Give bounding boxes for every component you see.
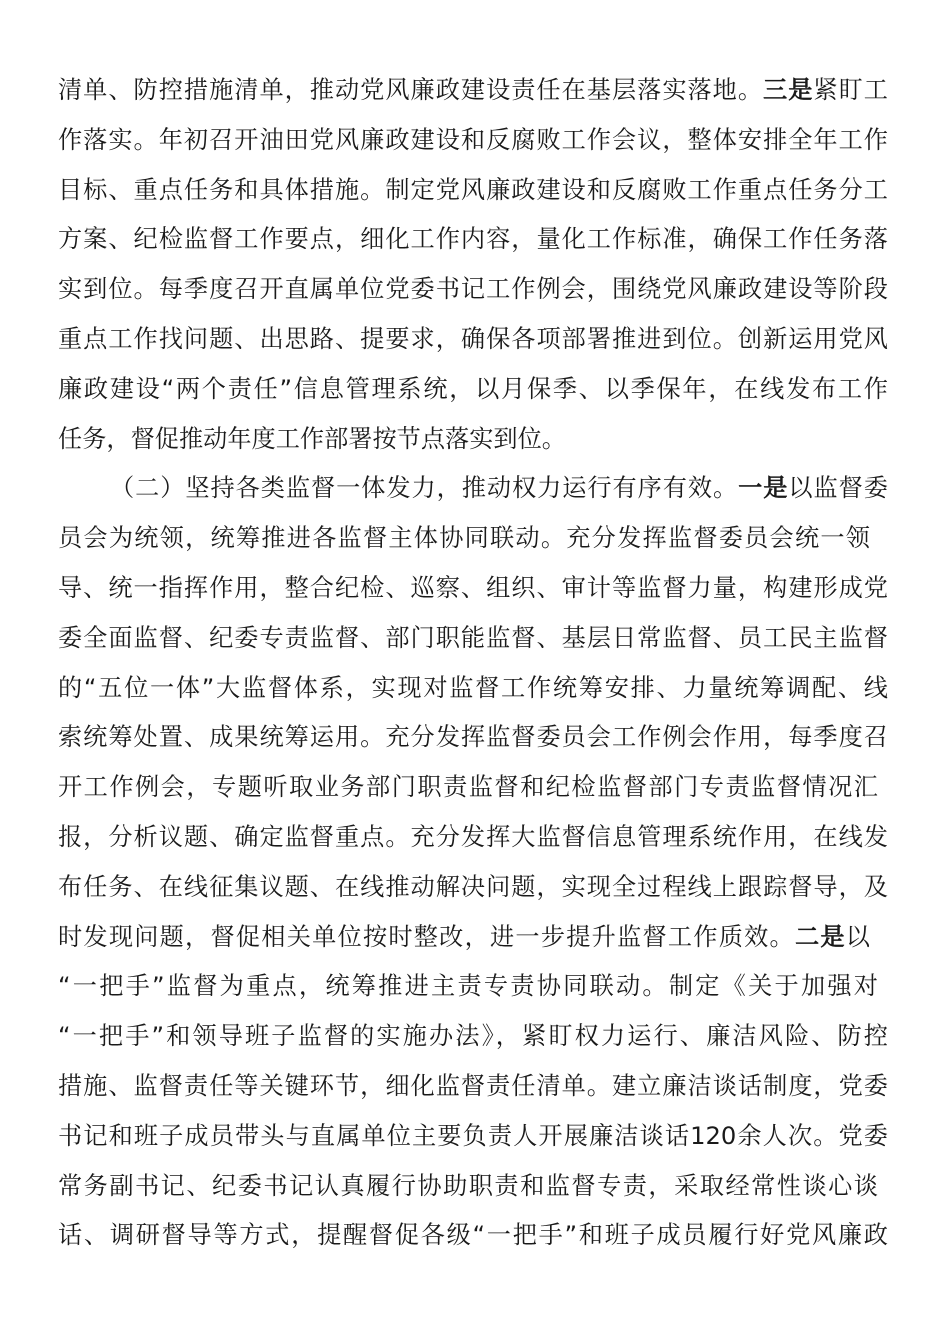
text-line: 措施、监督责任等关键环节，细化监督责任清单。建立廉洁谈话制度，党委 [58, 1071, 888, 1100]
text-line: 目标、重点任务和具体措施。制定党风廉政建设和反腐败工作重点任务分工 [58, 175, 888, 204]
text-line: 布任务、在线征集议题、在线推动解决问题，实现全过程线上跟踪督导，及 [58, 872, 888, 901]
emphasis-lead: 三是 [763, 76, 814, 104]
text-line: 话、调研督导等方式，提醒督促各级“一把手”和班子成员履行好党风廉政 [58, 1221, 888, 1250]
text-line: “一把手”和领导班子监督的实施办法》，紧盯权力运行、廉洁风险、防控 [58, 1022, 888, 1051]
text-line: 常务副书记、纪委书记认真履行协助职责和监督专责，采取经常性谈心谈 [58, 1171, 878, 1200]
text-line: 导、统一指挥作用，整合纪检、巡察、组织、审计等监督力量，构建形成党 [58, 573, 888, 602]
text-line: 重点工作找问题、出思路、提要求，确保各项部署推进到位。创新运用党风 [58, 324, 888, 353]
document-body [58, 66, 888, 1261]
section-heading-line: （二）坚持各类监督一体发力，推动权力运行有序有效。一是以监督委 [110, 474, 888, 503]
text-line: 开工作例会，专题听取业务部门职责监督和纪检监督部门专责监督情况汇 [58, 773, 878, 802]
text-line: 委全面监督、纪委专责监督、部门职能监督、基层日常监督、员工民主监督 [58, 623, 888, 652]
text-line: 员会为统领，统筹推进各监督主体协同联动。充分发挥监督委员会统一领 [58, 524, 870, 553]
emphasis-lead: 二是 [794, 922, 846, 951]
text-line: 清单、防控措施清单，推动党风廉政建设责任在基层落实落地。三是紧盯工 [58, 76, 888, 104]
text-line: 索统筹处置、成果统筹运用。充分发挥监督委员会工作例会作用，每季度召 [58, 723, 888, 752]
text-line: 时发现问题，督促相关单位按时整改，进一步提升监督工作质效。二是以 [58, 922, 870, 951]
text-line: 方案、纪检监督工作要点，细化工作内容，量化工作标准，确保工作任务落 [58, 225, 888, 254]
text-line: 报，分析议题、确定监督重点。充分发挥大监督信息管理系统作用，在线发 [58, 822, 888, 851]
text-line: “一把手”监督为重点，统筹推进主责专责协同联动。制定《关于加强对 [58, 972, 878, 1001]
text-line: 作落实。年初召开油田党风廉政建设和反腐败工作会议，整体安排全年工作 [58, 125, 888, 154]
emphasis-lead: 一是 [738, 474, 789, 503]
text-line: 书记和班子成员带头与直属单位主要负责人开展廉洁谈话120余人次。党委 [58, 1121, 888, 1150]
text-line: 廉政建设“两个责任”信息管理系统，以月保季、以季保年，在线发布工作 [58, 374, 888, 403]
text-line: 任务，督促推动年度工作部署按节点落实到位。 [58, 424, 566, 453]
text-line: 的“五位一体”大监督体系，实现对监督工作统筹安排、力量统筹调配、线 [58, 673, 888, 702]
text-line: 实到位。每季度召开直属单位党委书记工作例会，围绕党风廉政建设等阶段 [58, 275, 888, 304]
